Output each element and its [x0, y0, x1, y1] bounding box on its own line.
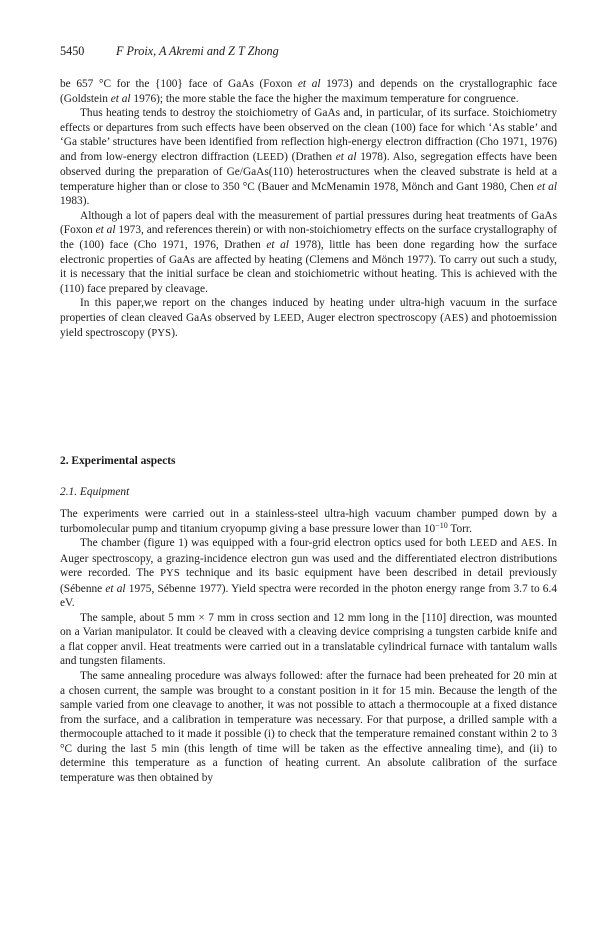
paragraph: Although a lot of papers deal with the measurement of partial pressures during heat treatments of GaAs (Foxon et al 1973, and references therein) or with non-stoichiometry effects on the surface crystallography of the (100) face (Cho 1971, 1976, Drathen et al 1978), little has been done regarding how the surface electronic properties of GaAs are affected by heating (Clemens and Mönch 1977). To carry out such a study, it is necessary that the initial surface be clean and stoichiometric without heating. This is achieved with the (110) face prepared by cleavage.	[60, 209, 557, 295]
paragraph: The chamber (figure 1) was equipped with a four-grid electron optics used for both LEED and AES. In Auger spectroscopy, a grazing-incidence electron gun was used and the differentiated electron distributions were recorded. The PYS technique and its basic equipment have been described in detail previously (Sébenne et al 1975, Sébenne 1977). Yield spectra were recorded in the photon energy range from 3.7 to 6.4 eV.	[60, 537, 557, 610]
page-number: 5450	[60, 44, 85, 58]
paragraph: The same annealing procedure was always followed: after the furnace had been preheated for 20 min at a chosen current, the sample was brought to a constant position in it for 15 min. Because the length of the sample varied from one cleavage to another, it was not possible to attach a thermocouple at a fixed distance from the surface, and a calibration in temperature was necessary. For that purpose, a drilled sample with a thermocouple attached to it made it possible (i) to check that the temperature remained constant within 2 to 3 °C during the last 5 min (this length of time will be taken as the effective annealing time), and (ii) to determine this temperature as a function of heating current. An absolute calibration of the surface temperature was then obtained by	[60, 670, 557, 784]
paragraph: The experiments were carried out in a stainless-steel ultra-high vacuum chamber pumped down by a turbomolecular pump and titanium cryopump giving a base pressure lower than $10^{-10}$ Torr.	[60, 508, 557, 535]
paragraph: The sample, about 5 mm × 7 mm in cross section and 12 mm long in the [110] direction, was mounted on a Varian manipulator. It could be cleaved with a cleaving device comprising a tungsten carbide knife and a flat copper anvil. Heat treatments were carried out in a translatable cylindrical furnace with tantalum walls and tungsten filaments.	[60, 611, 557, 668]
paragraph: In this paper,we report on the changes induced by heating under ultra-high vacuum in the surface properties of clean cleaved GaAs observed by LEED, Auger electron spectroscopy (AES) and photoemission yield spectroscopy (PYS).	[60, 297, 557, 340]
subsection-heading: 2.1. Equipment	[60, 486, 130, 498]
paragraph: be 657 °C for the {100} face of GaAs (Foxon et al 1973) and depends on the crystallographic face (Goldstein et al 1976); the more stable the face the higher the maximum temperature for congruence.	[60, 78, 557, 105]
author-list: F Proix, A Akremi and Z T Zhong	[116, 44, 279, 58]
running-head	[60, 44, 560, 58]
section-heading: 2. Experimental aspects	[60, 455, 176, 467]
intro-text-block	[60, 77, 557, 342]
equipment-text-block	[60, 507, 557, 785]
paragraph: Thus heating tends to destroy the stoichiometry of GaAs and, in particular, of its surface. Stoichiometry effects or departures from such effects have been observed on the clean (100) face for which ‘As stable’ and ‘Ga stable’ structures have been identified from reflection high-energy electron diffraction (Cho 1971, 1976) and from low-energy electron diffraction (LEED) (Drathen et al 1978). Also, segregation effects have been observed during the preparation of Ge/GaAs(110) heterostructures when the cleaved substrate is held at a temperature higher than or close to 350 °C (Bauer and McMenamin 1978, Mönch and Gant 1980, Chen et al 1983).	[60, 107, 557, 208]
